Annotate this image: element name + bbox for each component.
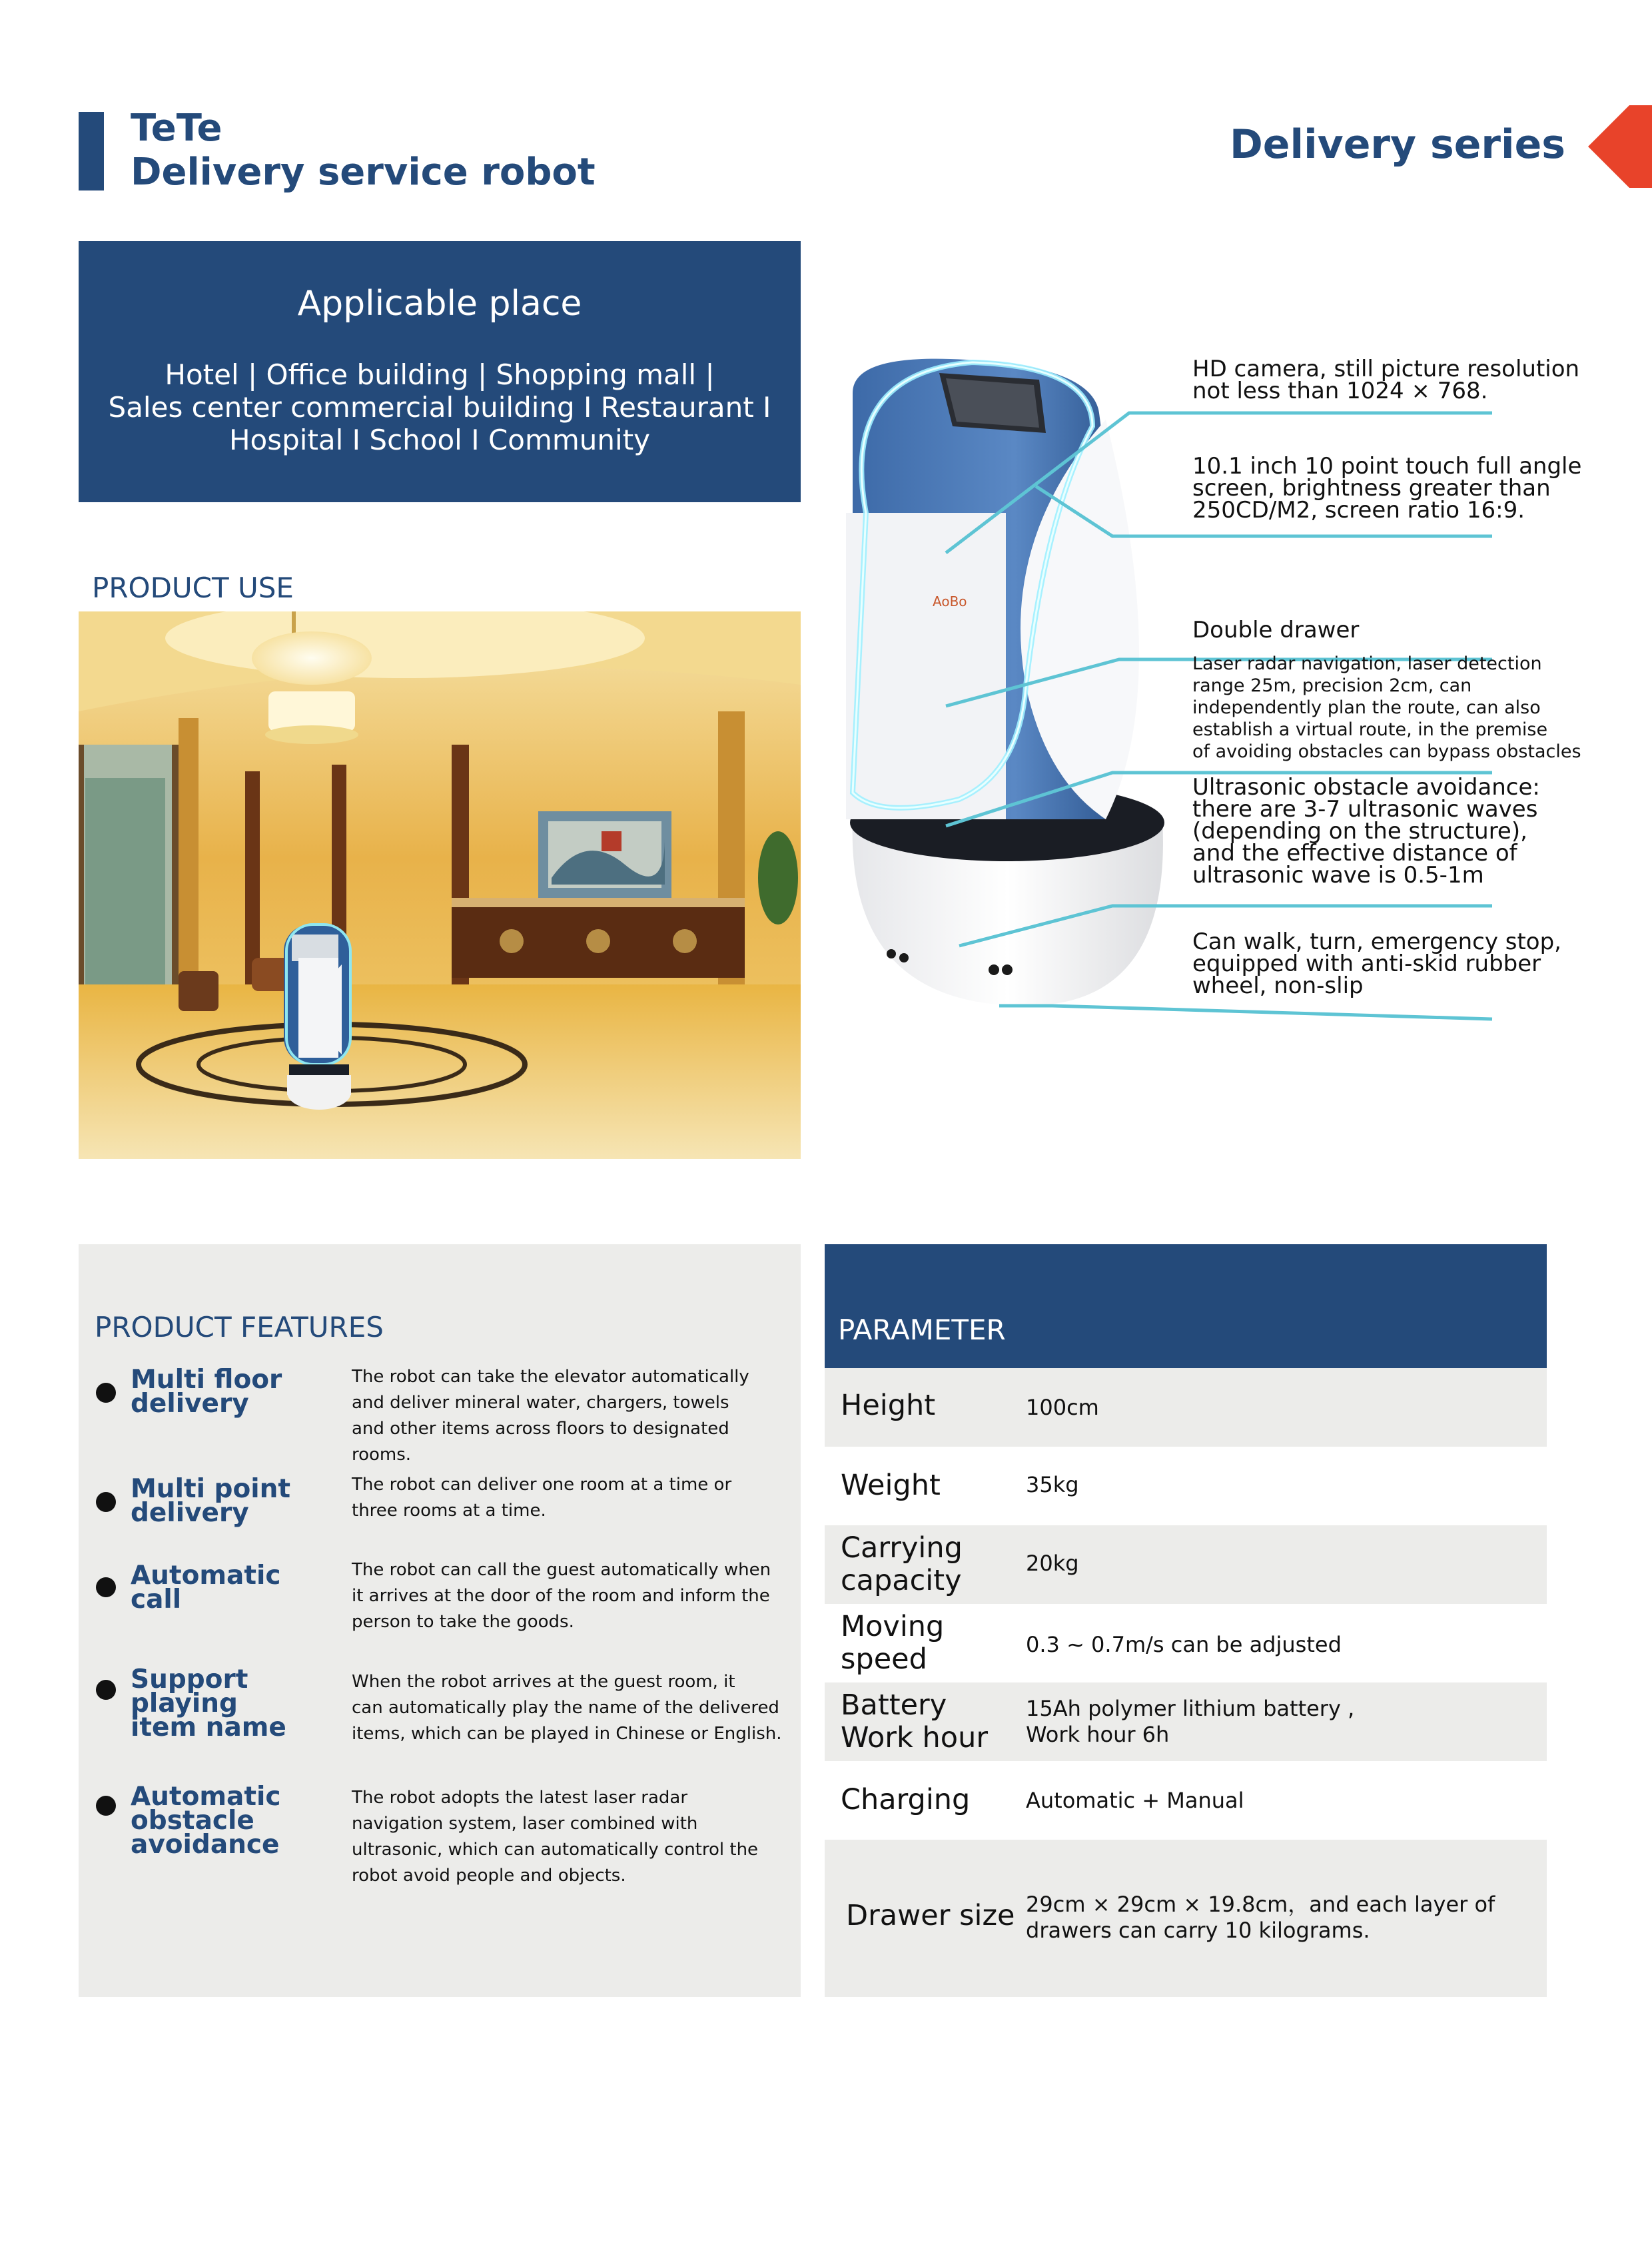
callout-line: screen, brightness greater than bbox=[1192, 475, 1551, 502]
parameter-label: Charging bbox=[841, 1783, 971, 1816]
feature-desc-line: The robot can deliver one room at a time or bbox=[352, 1475, 732, 1495]
applicable-line: Hospital I School I Community bbox=[228, 424, 651, 456]
callout-line: not less than 1024 × 768. bbox=[1192, 378, 1488, 404]
applicable-places bbox=[105, 358, 774, 456]
bullet-icon bbox=[96, 1383, 116, 1403]
robot-logo: AoBo bbox=[933, 593, 967, 609]
feature-desc-line: robot avoid people and objects. bbox=[352, 1866, 626, 1886]
callout-line: and the effective distance of bbox=[1192, 840, 1517, 867]
parameter-value-line: Work hour 6h bbox=[1026, 1722, 1170, 1747]
feature-description bbox=[352, 1364, 791, 1468]
feature-desc-line: ultrasonic, which can automatically control the bbox=[352, 1840, 759, 1860]
callout-drawer: Double drawer bbox=[1192, 617, 1360, 643]
callout-line: equipped with anti-skid rubber bbox=[1192, 950, 1541, 977]
bullet-icon bbox=[96, 1577, 116, 1597]
series-arrow-icon bbox=[1588, 105, 1629, 188]
brand-name: TeTe bbox=[131, 107, 222, 150]
parameter-value: Automatic + Manual bbox=[1026, 1788, 1244, 1813]
parameter-row bbox=[825, 1682, 1547, 1761]
product-name: Delivery service robot bbox=[131, 151, 596, 194]
parameter-header bbox=[825, 1244, 1547, 1368]
applicable-line: Sales center commercial building I Restaurant I bbox=[108, 391, 771, 424]
callout-line: 10.1 inch 10 point touch full angle bbox=[1192, 453, 1582, 480]
callout-line: ultrasonic wave is 0.5-1m bbox=[1192, 862, 1484, 889]
feature-desc-line: The robot adopts the latest laser radar bbox=[352, 1788, 688, 1808]
callout-laser bbox=[1192, 653, 1581, 763]
feature-desc-line: it arrives at the door of the room and inform the bbox=[352, 1586, 770, 1606]
feature-description bbox=[352, 1669, 791, 1747]
feature-name-line: Automatic bbox=[131, 1561, 281, 1591]
parameter-label: Height bbox=[841, 1389, 936, 1422]
callout-line: Can walk, turn, emergency stop, bbox=[1192, 929, 1561, 955]
parameter-label-line: capacity bbox=[841, 1564, 962, 1597]
header-accent-bar bbox=[79, 112, 104, 190]
feature-name-line: Multi floor bbox=[131, 1365, 282, 1395]
feature-name-line: obstacle bbox=[131, 1806, 254, 1836]
feature-desc-line: and other items across floors to designated rooms. bbox=[352, 1419, 729, 1465]
feature-name bbox=[131, 1782, 344, 1860]
feature-desc-line: three rooms at a time. bbox=[352, 1501, 546, 1521]
applicable-line: Hotel | Office building | Shopping mall | bbox=[165, 358, 715, 391]
parameter-label-line: Battery bbox=[841, 1688, 947, 1722]
parameter-label-line: Moving bbox=[841, 1610, 945, 1643]
parameter-label bbox=[841, 1532, 963, 1597]
callout-line: Ultrasonic obstacle avoidance: bbox=[1192, 774, 1540, 801]
bullet-icon bbox=[96, 1796, 116, 1816]
callout-line: (depending on the structure), bbox=[1192, 818, 1527, 845]
feature-name-line: Multi point bbox=[131, 1474, 291, 1504]
feature-desc-line: person to take the goods. bbox=[352, 1612, 574, 1632]
parameter-value bbox=[1026, 1696, 1354, 1748]
feature-name bbox=[131, 1561, 344, 1615]
feature-description bbox=[352, 1557, 791, 1635]
callout-line: independently plan the route, can also bbox=[1192, 697, 1541, 718]
parameter-value: 0.3 ~ 0.7m/s can be adjusted bbox=[1026, 1632, 1342, 1657]
feature-name bbox=[131, 1474, 344, 1528]
feature-desc-line: and deliver mineral water, chargers, towels bbox=[352, 1393, 729, 1413]
feature-desc-line: The robot can take the elevator automatically bbox=[352, 1367, 749, 1387]
callout-ultrasonic bbox=[1192, 774, 1540, 889]
feature-name-line: Automatic bbox=[131, 1782, 281, 1812]
feature-description bbox=[352, 1472, 791, 1524]
callout-line: Laser radar navigation, laser detection bbox=[1192, 653, 1542, 674]
bullet-icon bbox=[96, 1680, 116, 1700]
parameter-row bbox=[825, 1604, 1547, 1682]
feature-desc-line: navigation system, laser combined with bbox=[352, 1814, 698, 1834]
parameter-label-line: Work hour bbox=[841, 1721, 989, 1754]
parameter-label bbox=[841, 1611, 944, 1676]
feature-name-line: delivery bbox=[131, 1389, 249, 1419]
feature-description bbox=[352, 1785, 791, 1889]
parameter-value bbox=[1026, 1892, 1495, 1944]
callout-line: establish a virtual route, in the premise bbox=[1192, 719, 1548, 740]
parameter-row bbox=[825, 1840, 1547, 1997]
callout-line: 250CD/M2, screen ratio 16:9. bbox=[1192, 497, 1525, 524]
feature-name-line: call bbox=[131, 1585, 182, 1615]
callout-camera bbox=[1192, 358, 1579, 402]
parameter-value-line: 29cm × 29cm × 19.8cm，and each layer of bbox=[1026, 1892, 1495, 1917]
callout-line: range 25m, precision 2cm, can bbox=[1192, 675, 1472, 696]
feature-name-line: delivery bbox=[131, 1498, 249, 1528]
feature-name-line: Support playing bbox=[131, 1665, 248, 1718]
parameter-label: Weight bbox=[841, 1469, 941, 1502]
parameter-label: Drawer size bbox=[846, 1899, 1015, 1932]
feature-name-line: avoidance bbox=[131, 1830, 280, 1860]
feature-name bbox=[131, 1365, 344, 1419]
feature-name bbox=[131, 1665, 344, 1742]
applicable-title: Applicable place bbox=[297, 284, 582, 324]
parameter-label-line: Carrying bbox=[841, 1531, 963, 1565]
callout-screen bbox=[1192, 453, 1582, 524]
parameter-value: 20kg bbox=[1026, 1551, 1079, 1576]
parameter-label-line: speed bbox=[841, 1643, 927, 1676]
parameter-row bbox=[825, 1368, 1547, 1447]
callout-line: there are 3-7 ultrasonic waves bbox=[1192, 796, 1538, 823]
callout-wheel bbox=[1192, 931, 1561, 997]
feature-desc-line: When the robot arrives at the guest room, it bbox=[352, 1672, 735, 1692]
feature-desc-line: The robot can call the guest automatically when bbox=[352, 1560, 771, 1580]
parameter-row bbox=[825, 1761, 1547, 1840]
series-label: Delivery series bbox=[1230, 121, 1565, 168]
product-use-heading: PRODUCT USE bbox=[92, 571, 294, 604]
series-arrow-block bbox=[1629, 105, 1652, 188]
parameter-row bbox=[825, 1447, 1547, 1525]
parameter-value: 100cm bbox=[1026, 1395, 1099, 1420]
hotel-lobby-photo bbox=[79, 611, 801, 1159]
page-title bbox=[131, 107, 596, 194]
applicable-place-box bbox=[79, 241, 801, 502]
features-heading: PRODUCT FEATURES bbox=[95, 1311, 384, 1343]
parameter-row bbox=[825, 1525, 1547, 1604]
parameter-value-line: 15Ah polymer lithium battery , bbox=[1026, 1696, 1355, 1721]
parameter-value-line: drawers can carry 10 kilograms. bbox=[1026, 1918, 1370, 1943]
parameter-label bbox=[841, 1689, 988, 1754]
parameter-value: 35kg bbox=[1026, 1472, 1079, 1497]
feature-desc-line: can automatically play the name of the delivered bbox=[352, 1698, 779, 1718]
callout-line: wheel, non-slip bbox=[1192, 972, 1364, 999]
callout-line: HD camera, still picture resolution bbox=[1192, 356, 1580, 382]
feature-desc-line: items, which can be played in Chinese or English. bbox=[352, 1724, 782, 1744]
feature-name-line: item name bbox=[131, 1712, 286, 1742]
bullet-icon bbox=[96, 1492, 116, 1512]
callout-line: of avoiding obstacles can bypass obstacles bbox=[1192, 741, 1581, 762]
parameter-heading: PARAMETER bbox=[838, 1313, 1006, 1346]
